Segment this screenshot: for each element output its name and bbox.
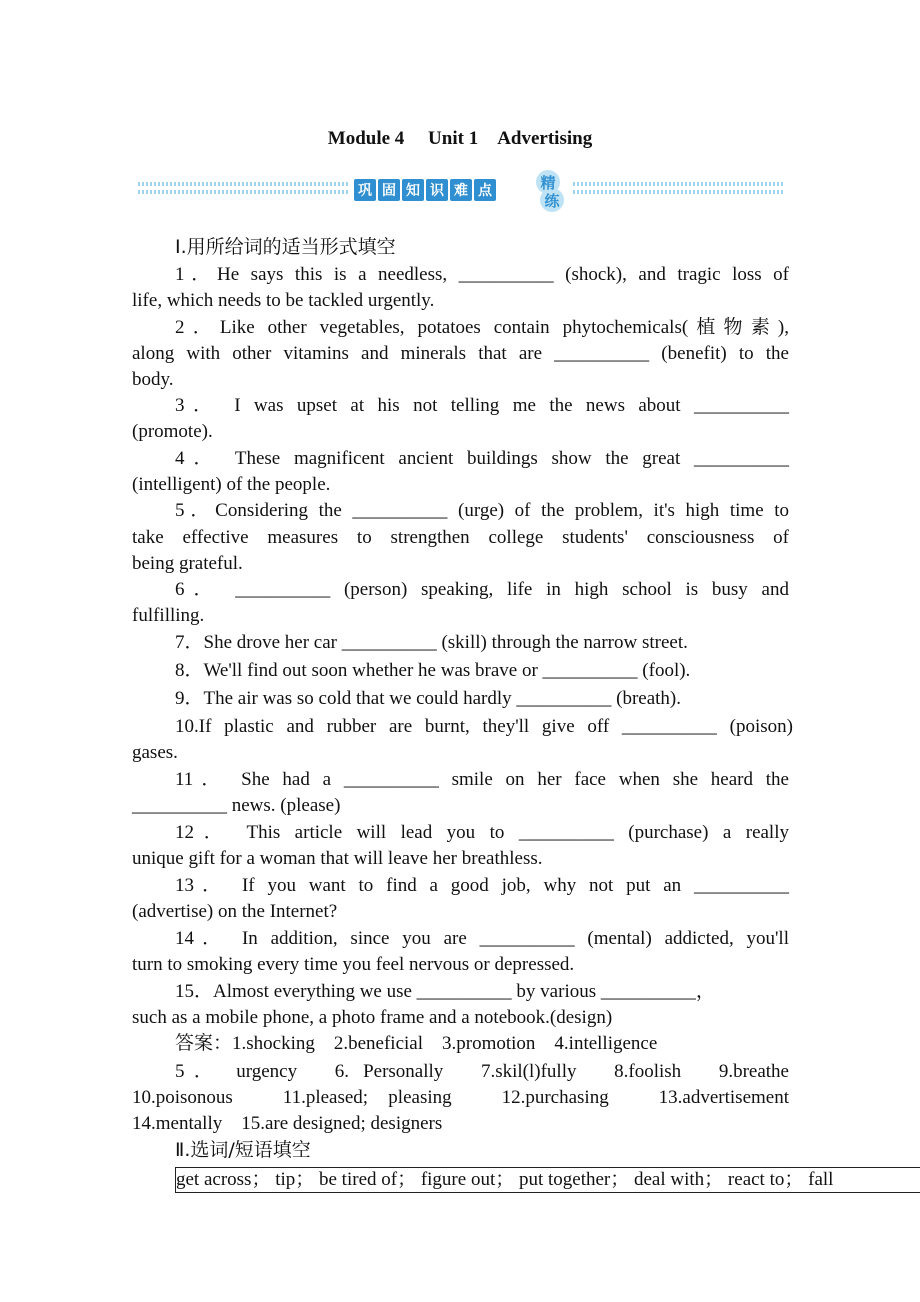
banner-chip: 点 (474, 179, 496, 201)
exercise-line: 8．We'll find out soon whether he was brave or __________ (fool). (175, 660, 691, 681)
banner-stripe-right (573, 190, 783, 194)
exercise-line: (intelligent) of the people. (132, 474, 331, 495)
answer-line: 答案：1.shocking 2.beneficial 3.promotion 4.intelligence (175, 1033, 658, 1054)
exercise-line: turn to smoking every time you feel nervous or depressed. (132, 954, 575, 975)
exercise-line: unique gift for a woman that will leave her breathless. (132, 848, 543, 869)
section-banner (138, 168, 783, 216)
exercise-line: take effective measures to strengthen college students' consciousness of (132, 527, 789, 548)
page-title: Module 4 Unit 1 Advertising (327, 128, 593, 149)
banner-chip: 知 (402, 179, 424, 201)
answer-line: 14.mentally 15.are designed; designers (132, 1113, 443, 1134)
seal-char: 练 (544, 192, 560, 210)
exercise-line: 12． This article will lead you to __________ (purchase) a really (175, 822, 789, 843)
seal-icon (528, 168, 572, 214)
answer-line: 5． urgency 6. Personally 7.skil(l)fully 8.foolish 9.breathe (175, 1061, 789, 1082)
exercise-line: __________ news. (please) (132, 795, 341, 816)
exercise-line: 1．He says this is a needless, __________ (shock), and tragic loss of (175, 264, 789, 285)
exercise-line: 7．She drove her car __________ (skill) through the narrow street. (175, 632, 688, 653)
exercise-line: such as a mobile phone, a photo frame and a notebook.(design) (132, 1007, 613, 1028)
exercise-line: 3． I was upset at his not telling me the news about __________ (175, 395, 789, 416)
exercise-line: (advertise) on the Internet? (132, 901, 338, 922)
banner-stripe-left (138, 190, 348, 194)
exercise-line: 14． In addition, since you are __________ (mental) addicted, you'll (175, 928, 789, 949)
banner-stripe-right (573, 182, 783, 186)
exercise-line: body. (132, 369, 174, 390)
exercise-line: fulfilling. (132, 605, 205, 626)
banner-chip: 巩 (354, 179, 376, 201)
section-heading: Ⅰ.用所给词的适当形式填空 (175, 236, 396, 258)
exercise-line: life, which needs to be tackled urgently. (132, 290, 435, 311)
exercise-line: 13． If you want to find a good job, why not put an __________ (175, 875, 789, 896)
exercise-line: (promote). (132, 421, 213, 442)
exercise-line: along with other vitamins and minerals that are __________ (benefit) to the (132, 343, 789, 364)
exercise-line: 11． She had a __________ smile on her face when she heard the (175, 769, 789, 790)
exercise-line: gases. (132, 742, 178, 763)
exercise-line: 4． These magnificent ancient buildings show the great __________ (175, 448, 789, 469)
seal-char: 精 (540, 174, 556, 192)
exercise-line: being grateful. (132, 553, 243, 574)
exercise-line: 5．Considering the __________ (urge) of the problem, it's high time to (175, 500, 789, 521)
section-heading: Ⅱ.选词/短语填空 (175, 1139, 311, 1161)
exercise-line: 15．Almost everything we use __________ by various __________， (175, 981, 715, 1002)
exercise-line: 2．Like other vegetables, potatoes contain phytochemicals(植物素), (175, 317, 789, 338)
banner-stripe-left (138, 182, 348, 186)
exercise-line: 10.If plastic and rubber are burnt, they'll give off __________ (poison) (175, 716, 793, 737)
exercise-line: 6． __________ (person) speaking, life in high school is busy and (175, 579, 789, 600)
exercise-line: 9．The air was so cold that we could hardly __________ (breath). (175, 688, 682, 709)
banner-chip: 识 (426, 179, 448, 201)
banner-chips (354, 179, 496, 201)
word-bank-box: get across； tip； be tired of； figure out； put together； deal with； react to； fall (175, 1167, 920, 1193)
banner-chip: 难 (450, 179, 472, 201)
banner-chip: 固 (378, 179, 400, 201)
answer-line: 10.poisonous 11.pleased; pleasing 12.purchasing 13.advertisement (132, 1087, 789, 1108)
